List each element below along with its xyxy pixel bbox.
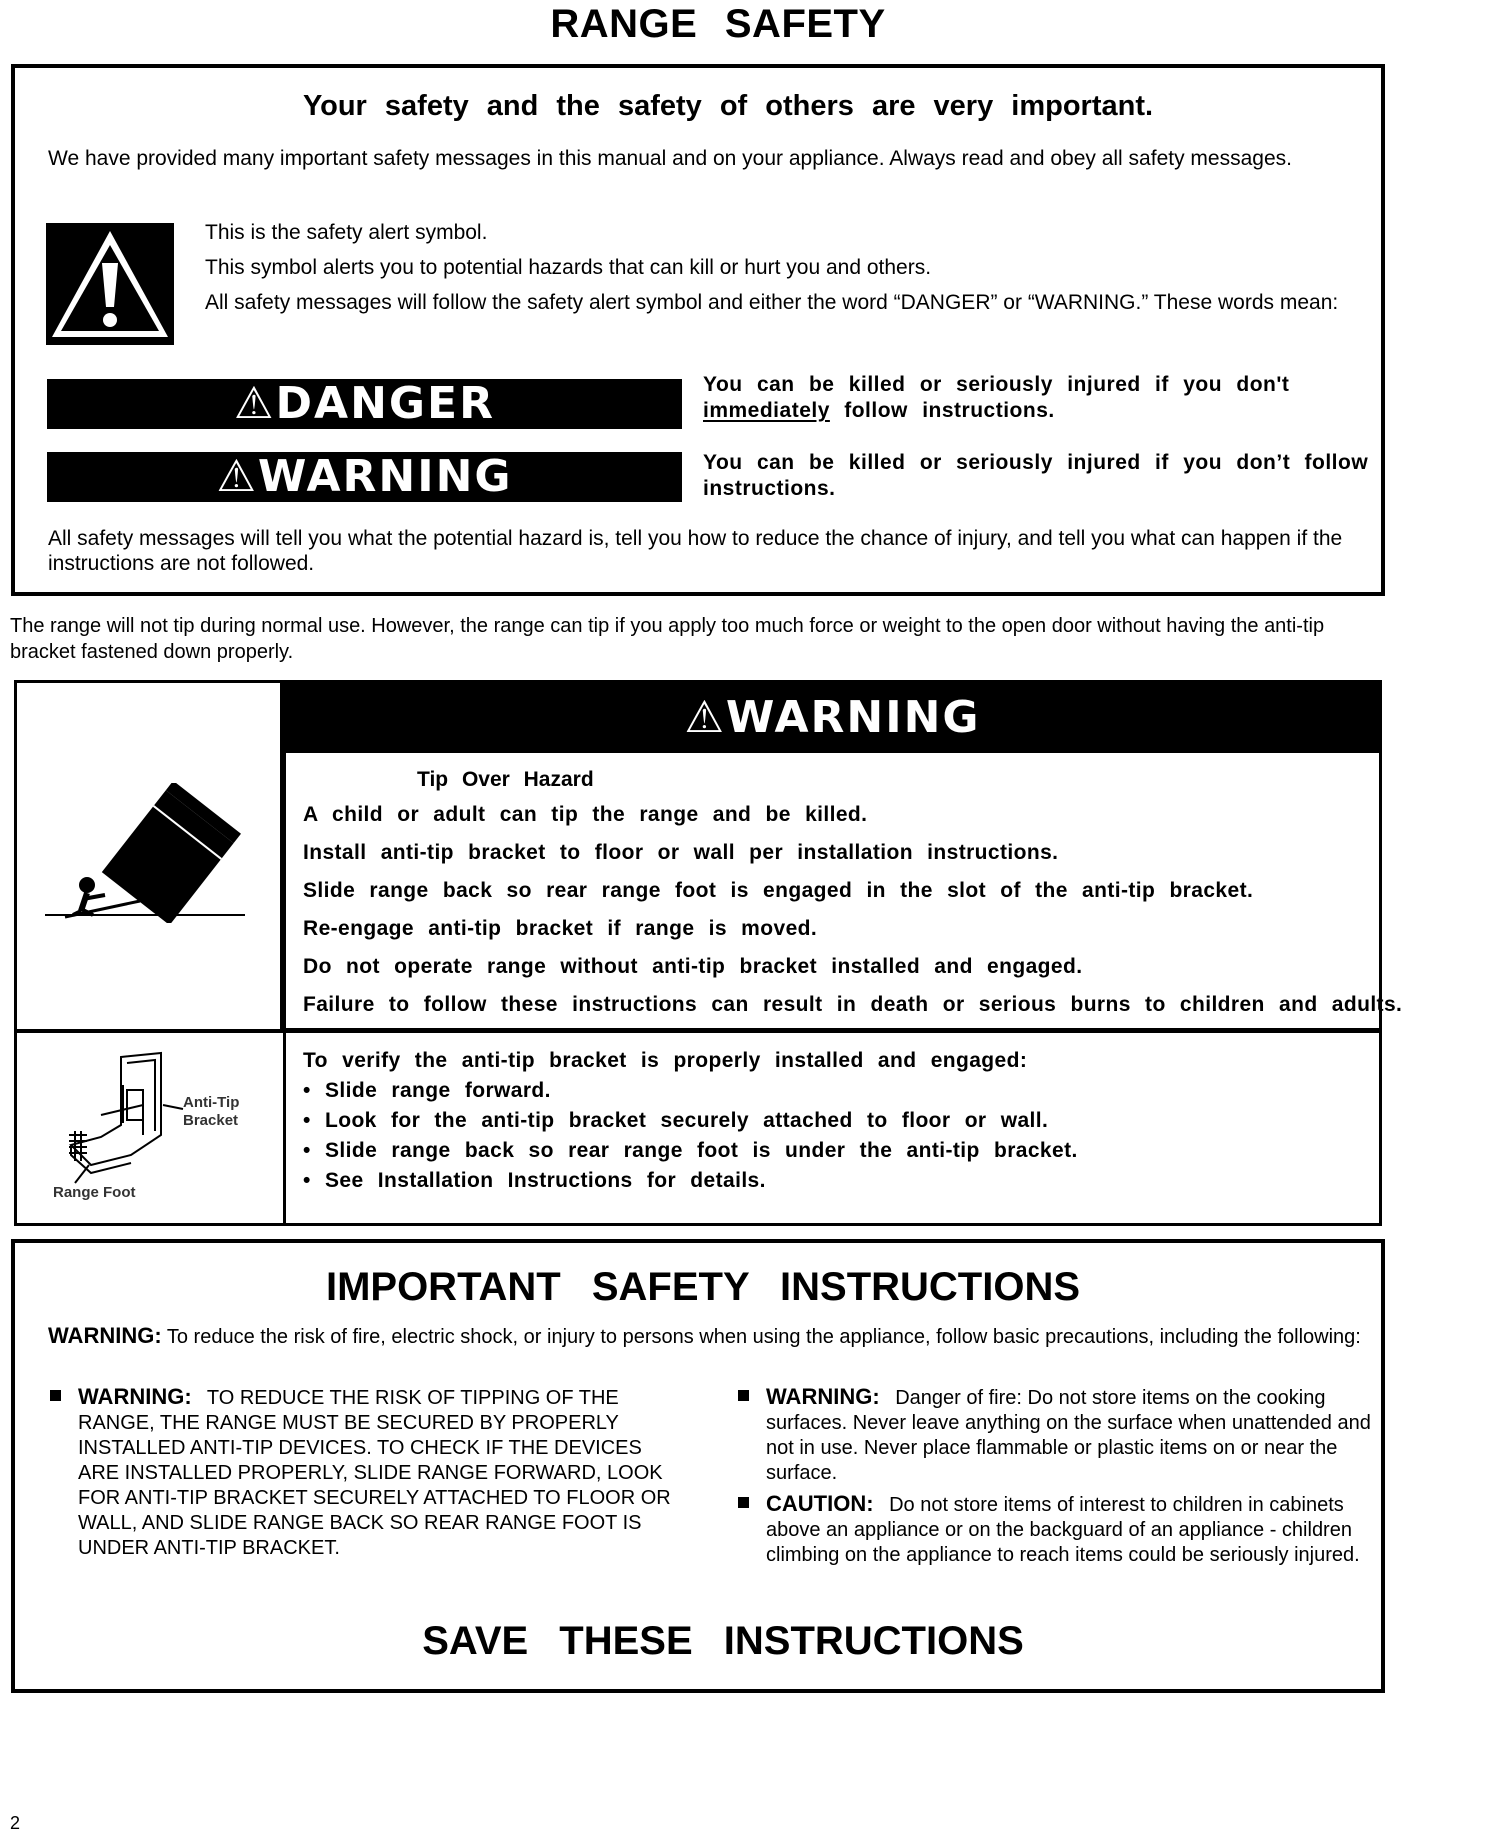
page-number: 2 bbox=[10, 1813, 21, 1833]
general-warning-text: To reduce the risk of fire, electric shock, or injury to persons when using the appliance, follow basic precautions, including the following: bbox=[166, 1326, 1361, 1348]
danger-text-before: You can be killed or seriously injured if you don't bbox=[703, 373, 1290, 396]
anti-tip-bracket-illustration bbox=[31, 1045, 281, 1205]
hazard-line: Install anti-tip bracket to floor or wall per installation instructions. bbox=[303, 841, 1059, 864]
danger-signal-bar bbox=[47, 379, 682, 429]
tip-over-warning-box bbox=[14, 680, 1403, 1226]
safety-footer-text: All safety messages will tell you what the potential hazard is, tell you how to reduce the chance of injury, and tell you what can happen if the instructions are not followed. bbox=[48, 527, 1343, 575]
danger-text-after: follow instructions. bbox=[844, 399, 1055, 422]
tipping-range-illustration bbox=[45, 783, 255, 923]
safety-alert-icon bbox=[46, 223, 174, 345]
precaution-label: WARNING: bbox=[78, 1384, 192, 1409]
verify-item: • See Installation Instructions for details. bbox=[303, 1169, 766, 1192]
danger-meaning bbox=[703, 372, 1363, 424]
page-title: RANGE SAFETY bbox=[550, 2, 886, 46]
tip-warning-label: WARNING bbox=[725, 692, 981, 743]
bullet-square-icon bbox=[50, 1390, 61, 1401]
verify-heading: To verify the anti-tip bracket is properly installed and engaged: bbox=[303, 1049, 1028, 1072]
danger-label: DANGER bbox=[275, 378, 495, 429]
precaution-text: Do not store items of interest to children in cabinets above an appliance or on the backguard of an appliance - children climbing on the appliance to reach items could be seriously injured. bbox=[766, 1494, 1360, 1566]
important-heading: IMPORTANT SAFETY INSTRUCTIONS bbox=[325, 1265, 1081, 1309]
precaution-label: CAUTION: bbox=[766, 1491, 874, 1516]
safety-intro-box bbox=[11, 64, 1385, 596]
warning-meaning: You can be killed or seriously injured if you don’t follow instructions. bbox=[703, 451, 1369, 500]
tip-intro-text: The range will not tip during normal use. However, the range can tip if you apply too much force or weight to the open door without having the anti-tip bracket fastened down properly. bbox=[10, 615, 1325, 663]
important-instructions-box bbox=[11, 1239, 1385, 1693]
danger-text-underlined: immediately bbox=[703, 399, 830, 422]
alert-line: This is the safety alert symbol. bbox=[205, 221, 488, 244]
left-precautions bbox=[48, 1384, 678, 1566]
hazard-line: Do not operate range without anti-tip bracket installed and engaged. bbox=[303, 955, 1083, 978]
bullet-square-icon bbox=[738, 1497, 749, 1508]
bullet-square-icon bbox=[738, 1390, 749, 1401]
precaution-item bbox=[48, 1384, 678, 1561]
safety-heading: Your safety and the safety of others are very important. bbox=[302, 90, 1154, 122]
alert-description bbox=[205, 220, 1355, 325]
tip-over-title: Tip Over Hazard bbox=[417, 768, 594, 791]
warning-signal-bar bbox=[47, 452, 682, 502]
tip-warning-header bbox=[283, 683, 1382, 753]
precaution-label: WARNING: bbox=[766, 1384, 880, 1409]
hazard-line: Re-engage anti-tip bracket if range is moved. bbox=[303, 917, 818, 940]
save-instructions-heading: SAVE THESE INSTRUCTIONS bbox=[422, 1619, 1024, 1663]
hazard-line: A child or adult can tip the range and be killed. bbox=[303, 803, 868, 826]
bracket-label-2: Bracket bbox=[183, 1112, 239, 1129]
precaution-text: Danger of fire: Do not store items on the cooking surfaces. Never leave anything on the surface when unattended and not in use. Never place flammable or plastic items on or near the surface. bbox=[766, 1387, 1371, 1484]
right-precautions bbox=[736, 1384, 1376, 1573]
alert-triangle-icon: ⚠ bbox=[234, 378, 276, 429]
verify-instructions bbox=[303, 1046, 1383, 1196]
precaution-item bbox=[736, 1384, 1376, 1486]
precaution-text: TO REDUCE THE RISK OF TIPPING OF THE RANGE, THE RANGE MUST BE SECURED BY PROPERLY INSTALLED ANTI-TIP DEVICES. TO CHECK IF THE DEVICES ARE INSTALLED PROPERLY, SLIDE RANGE FORWARD, LOOK FOR ANTI-TIP BRACKET SECURELY ATTACHED TO FLOOR OR WALL, AND SLIDE RANGE BACK SO REAR RANGE FOOT IS UNDER ANTI-TIP BRACKET. bbox=[78, 1387, 671, 1559]
range-foot-label: Range Foot bbox=[53, 1184, 136, 1201]
verify-item: • Look for the anti-tip bracket securely attached to floor or wall. bbox=[303, 1109, 1049, 1132]
hazard-line: Slide range back so rear range foot is engaged in the slot of the anti-tip bracket. bbox=[303, 879, 1254, 902]
general-warning bbox=[48, 1323, 1368, 1350]
safety-intro-text: We have provided many important safety messages in this manual and on your appliance. Always read and obey all safety messages. bbox=[48, 147, 1292, 170]
verify-item: • Slide range forward. bbox=[303, 1079, 551, 1102]
precaution-item bbox=[736, 1491, 1376, 1568]
hazard-instructions bbox=[303, 796, 1487, 1024]
hazard-line: Failure to follow these instructions can result in death or serious burns to children and adults. bbox=[303, 993, 1403, 1016]
general-warning-label: WARNING: bbox=[48, 1323, 162, 1348]
warning-label: WARNING bbox=[257, 451, 513, 502]
alert-line: All safety messages will follow the safety alert symbol and either the word “DANGER” or “WARNING.” These words mean: bbox=[205, 291, 1339, 314]
alert-triangle-icon: ⚠ bbox=[684, 692, 726, 743]
alert-line: This symbol alerts you to potential hazards that can kill or hurt you and others. bbox=[205, 256, 932, 279]
verify-item: • Slide range back so rear range foot is under the anti-tip bracket. bbox=[303, 1139, 1078, 1162]
bracket-label-1: Anti-Tip bbox=[183, 1094, 240, 1111]
alert-triangle-icon: ⚠ bbox=[216, 451, 258, 502]
